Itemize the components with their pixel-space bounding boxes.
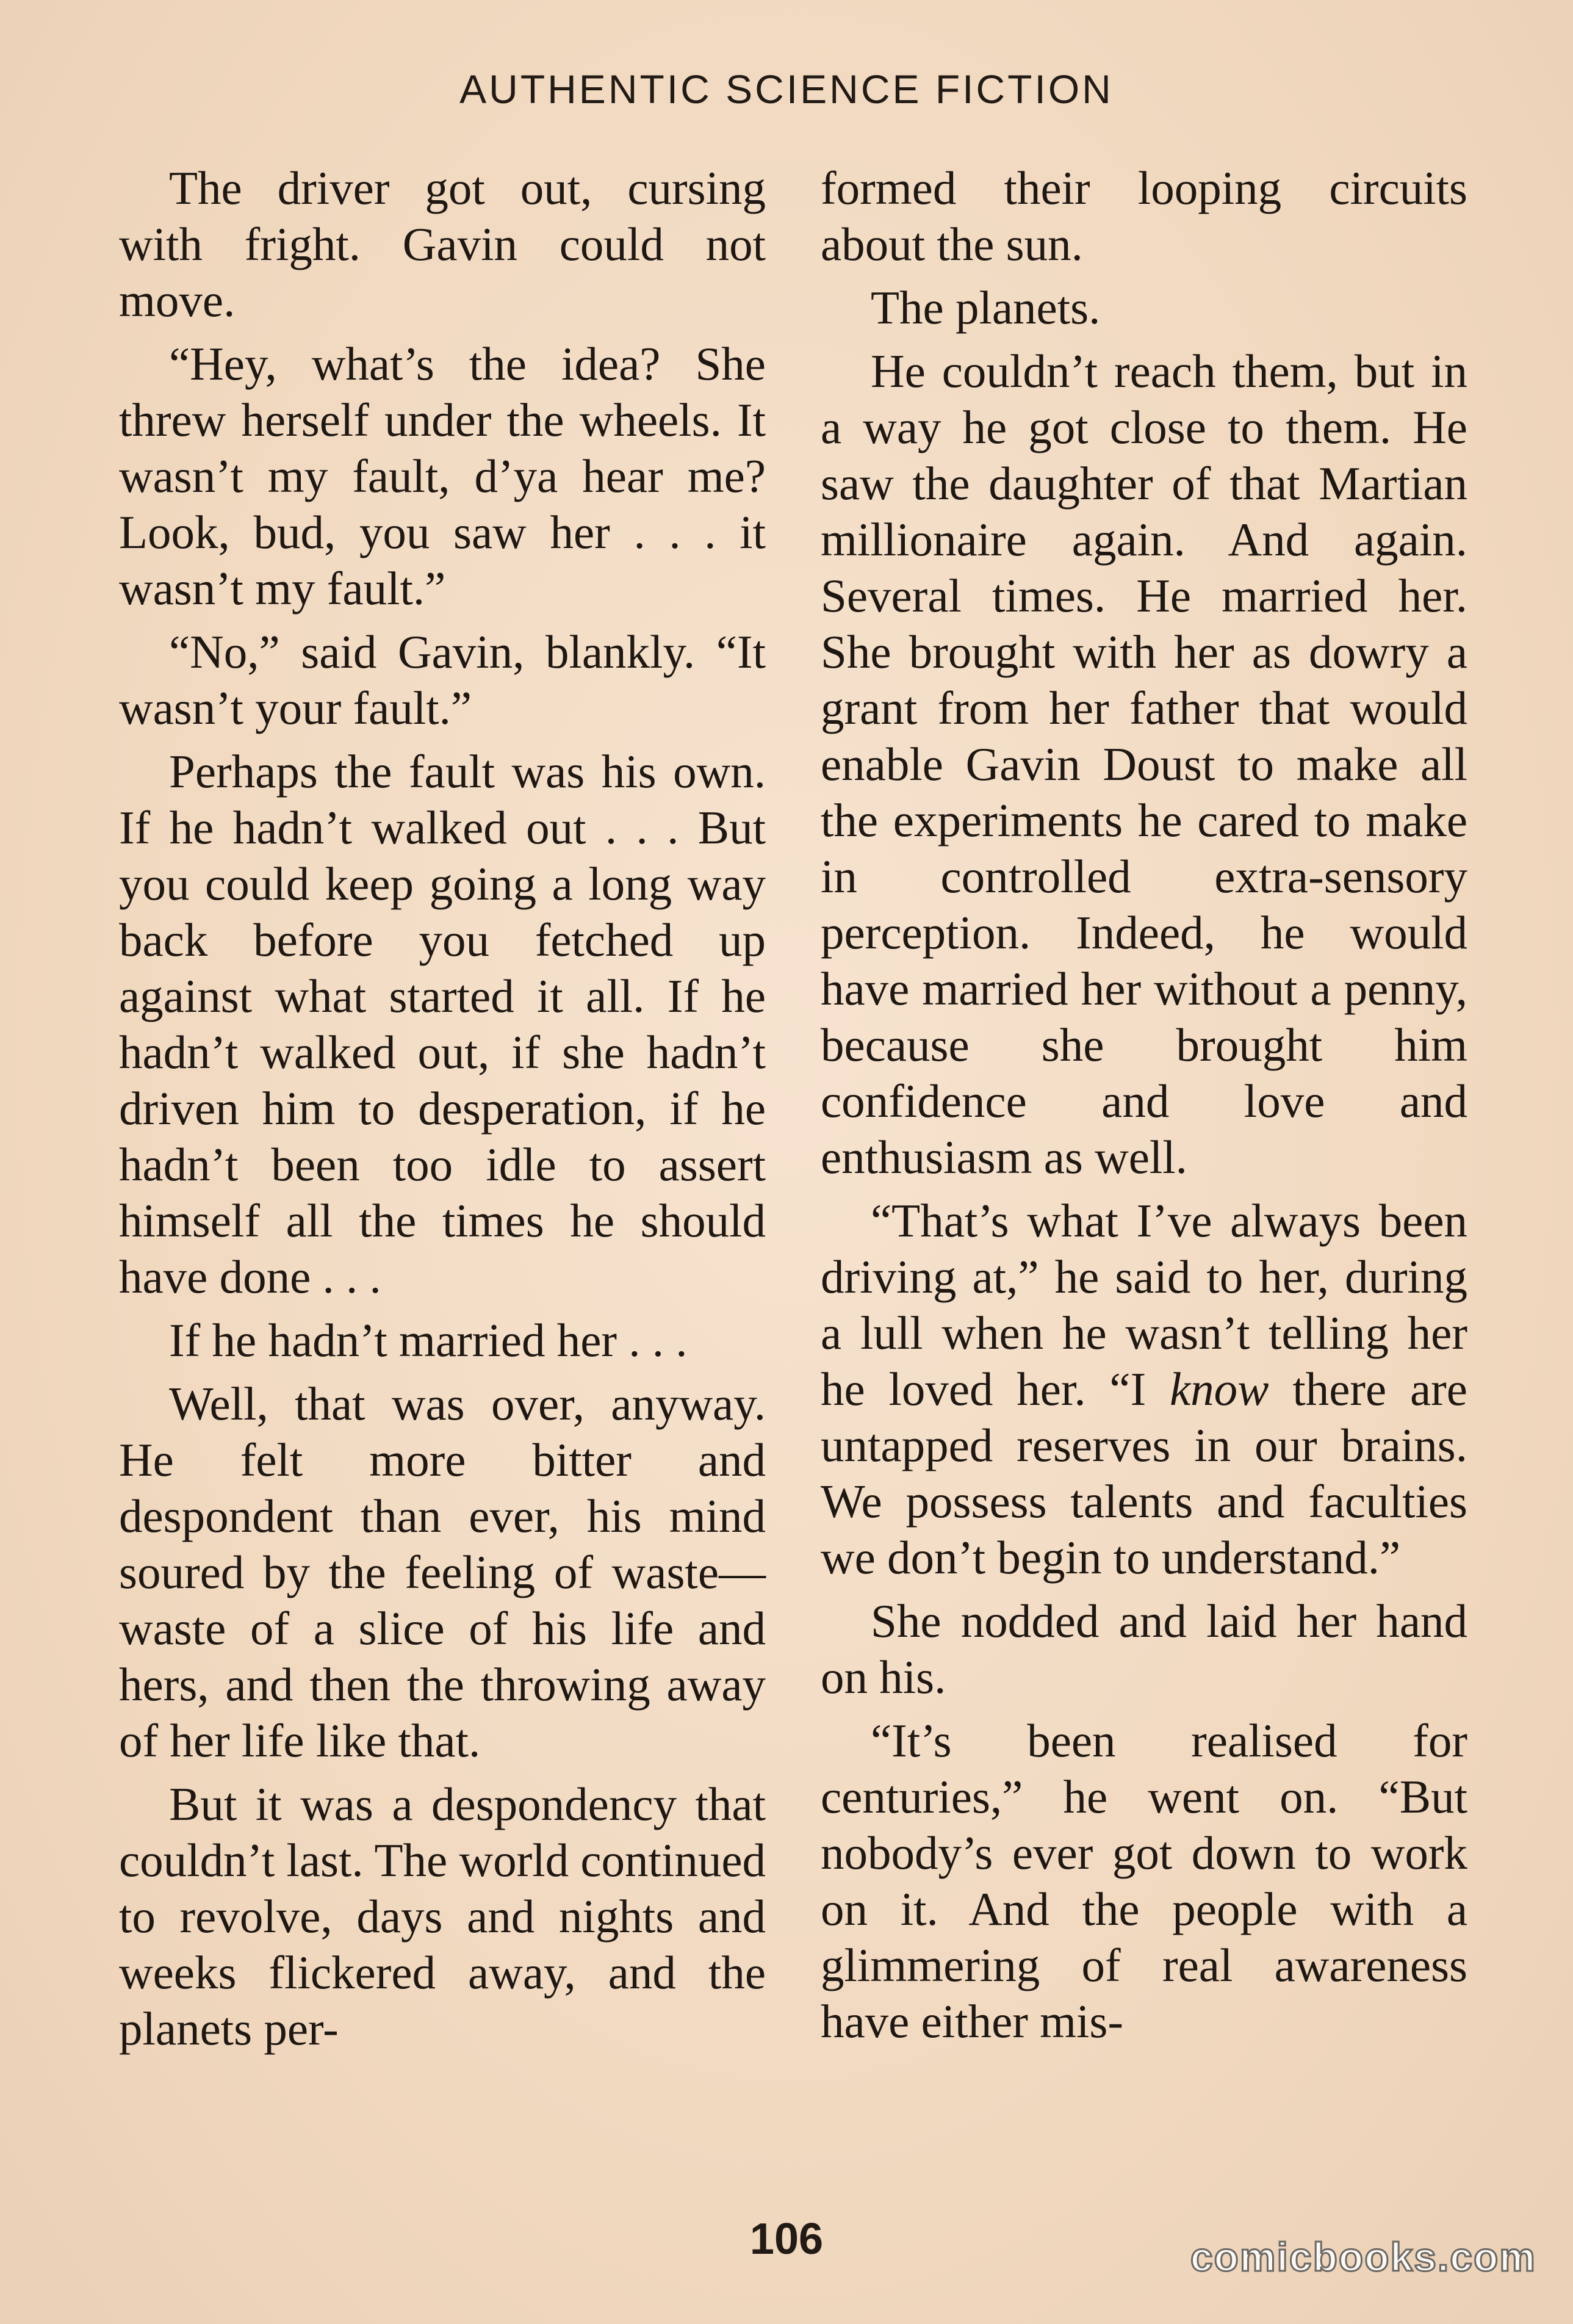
running-head: AUTHENTIC SCIENCE FICTION bbox=[459, 67, 1114, 112]
page-number: 106 bbox=[749, 2215, 824, 2264]
paragraph-text: there are untapped reserves in our brains. We possess talents and faculties we don’t begin to understand.” bbox=[821, 1363, 1467, 1584]
paragraph: “It’s been realised for centuries,” he went on. “But nobody’s ever got down to work on it. And the people with a glimmering of real awareness have either mis- bbox=[821, 1714, 1467, 2048]
paragraph: The driver got out, cursing with fright. Gavin could not move. bbox=[119, 162, 766, 327]
paragraph: Perhaps the fault was his own. If he hadn’t walked out . . . But you could keep going a long way back before you fetched up against what started it all. If he hadn’t walked out, if she hadn’t driven him to desperation, if he hadn’t been too idle to assert himself all the times he should have done . . . bbox=[119, 745, 766, 1303]
right-column bbox=[821, 160, 1467, 2057]
paragraph: But it was a despondency that couldn’t last. The world continued to revolve, days and nights and weeks flickered away, and the planets per- bbox=[119, 1778, 766, 2055]
paragraph-continuation: formed their looping circuits about the sun. bbox=[821, 162, 1467, 270]
paragraph: Well, that was over, anyway. He felt more bitter and despondent than ever, his mind soured by the feeling of waste—waste of a slice of his life and hers, and then the throwing away of her life like that. bbox=[119, 1377, 766, 1767]
paragraph-text: “That’s what I’ve always been driving at,” he said to her, during a lull when he wasn’t telling her he loved her. “I bbox=[821, 1194, 1467, 1415]
watermark: comicbooks.com bbox=[1190, 2234, 1536, 2279]
paragraph: She nodded and laid her hand on his. bbox=[821, 1595, 1467, 1703]
paragraph: The planets. bbox=[871, 281, 1101, 334]
paragraph bbox=[821, 1193, 1467, 1586]
left-column bbox=[119, 160, 766, 2064]
paragraph: He couldn’t reach them, but in a way he got close to them. He saw the daughter of that Martian millionaire again. And again. Several times. He married her. She brought with her as dowry a grant from her father that would enable Gavin Doust to make all the experiments he cared to make in controlled extra-sensory perception. Indeed, he would have married her without a penny, because she brought him confidence and love and enthusiasm as well. bbox=[821, 345, 1467, 1183]
italic-emphasis: know bbox=[1170, 1363, 1269, 1415]
paragraph: “Hey, what’s the idea? She threw herself under the wheels. It wasn’t my fault, d’ya hear me? Look, bud, you saw her . . . it wasn’t my fault.” bbox=[119, 337, 766, 615]
paragraph: “No,” said Gavin, blankly. “It wasn’t your fault.” bbox=[119, 626, 766, 734]
paragraph: If he hadn’t married her . . . bbox=[169, 1314, 688, 1366]
